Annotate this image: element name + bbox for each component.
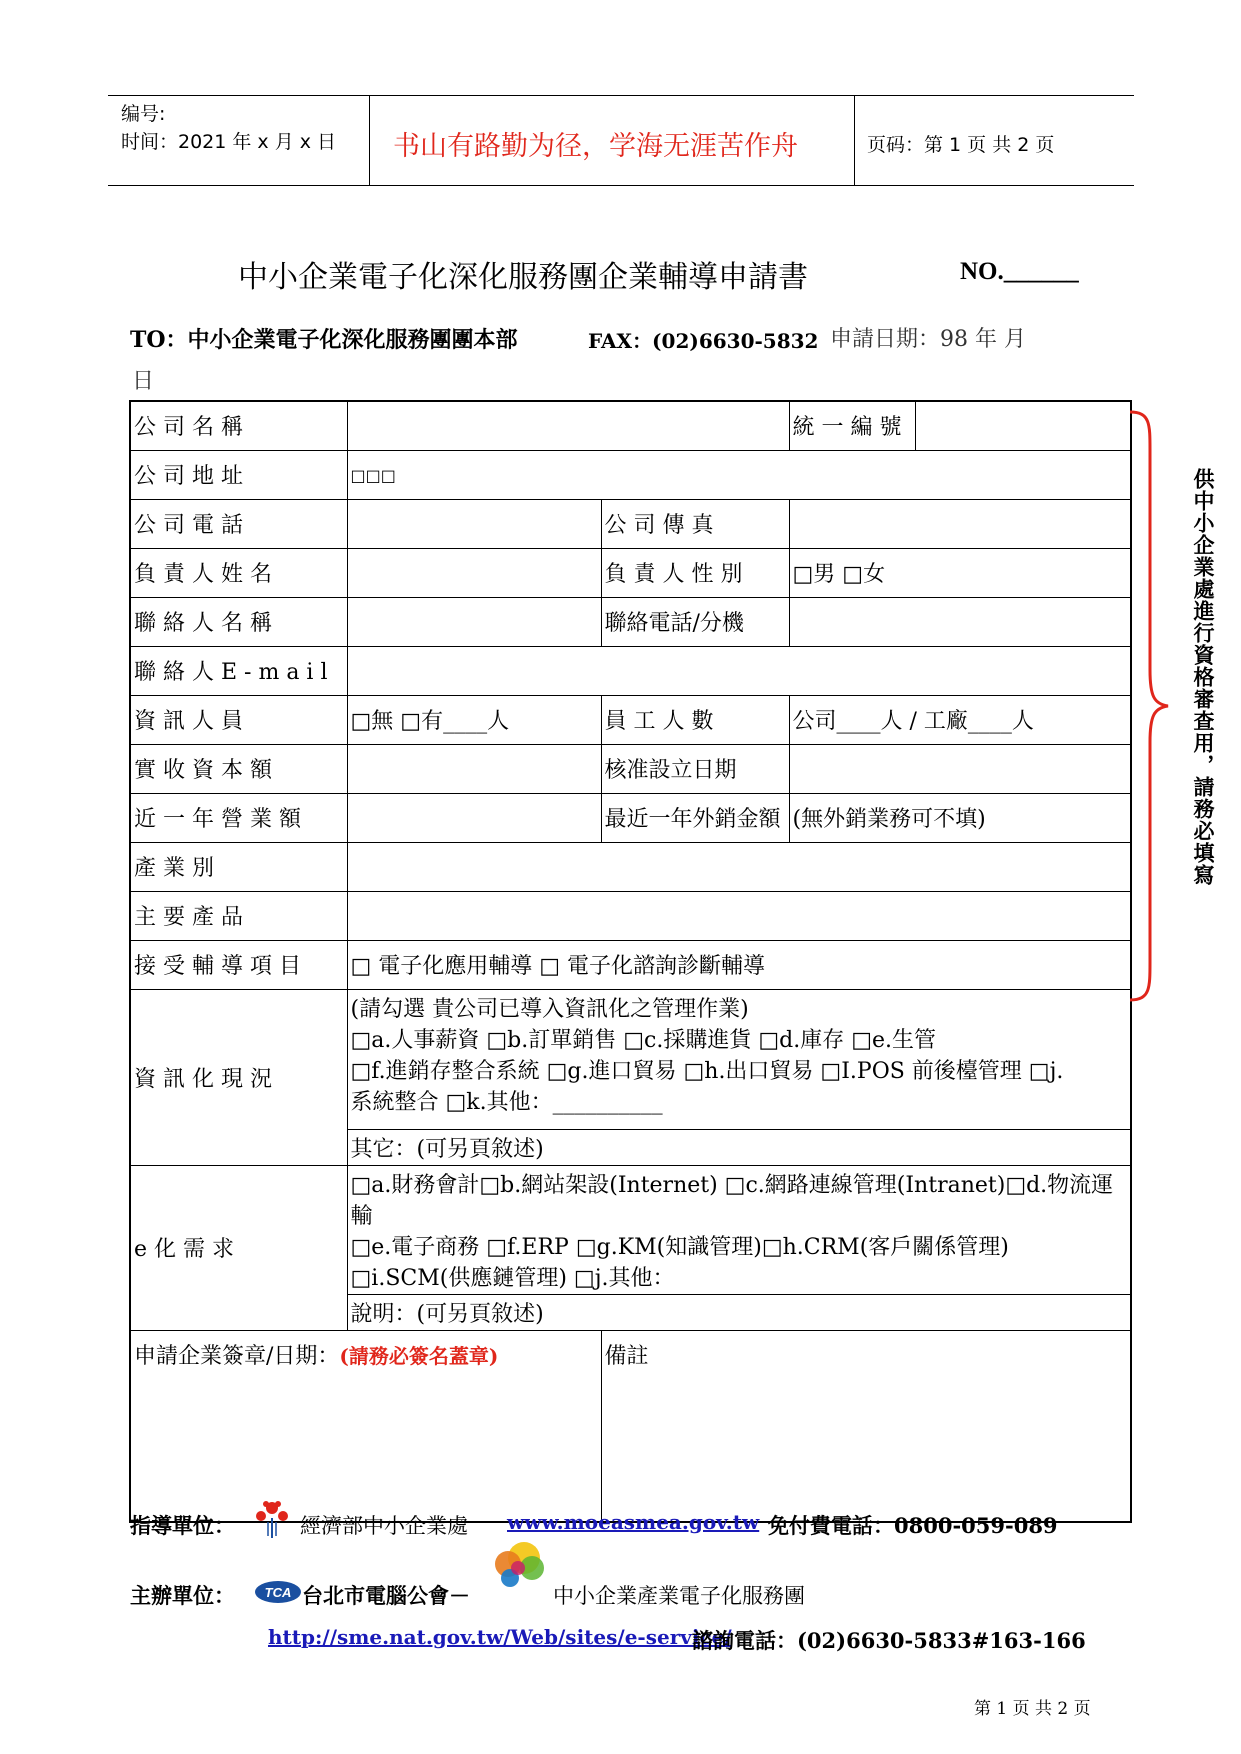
it-status-options[interactable] [347,989,1131,1129]
it-status-line[interactable]: 系統整合 □k.其他：__________ [350,1089,663,1115]
e-needs-options[interactable] [347,1165,1131,1294]
contact-name-label: 聯 絡 人 名 稱 [130,597,347,646]
capital-field[interactable] [347,744,601,793]
owner-gender-label: 負 責 人 性 別 [601,548,789,597]
contact-email-label: 聯 絡 人 E - m a i l [130,646,347,695]
industry-field[interactable] [347,842,1131,891]
employees-field[interactable]: 公司____人 / 工廠____人 [789,695,1131,744]
service-team-logo-icon [488,1538,548,1594]
guide-org: 經濟部中小企業處 [300,1514,468,1538]
table-row [130,940,1131,989]
table-row [130,646,1131,695]
it-status-label: 資 訊 化 現 況 [130,989,347,1165]
table-row [130,1330,1131,1522]
e-needs-line[interactable]: □e.電子商務 □f.ERP □g.KM(知識管理)□h.CRM(客戶關係管理) [350,1234,1009,1260]
red-brace [1128,410,1178,1002]
guide-unit-label: 指導單位： [130,1513,235,1538]
host-url-link[interactable]: http://sme.nat.gov.tw/Web/sites/e-service/ [268,1625,732,1649]
employees-label: 員 工 人 數 [601,695,789,744]
e-needs-line[interactable]: □a.財務會計□b.網站架設(Internet) □c.網路連線管理(Intranet)□d.物流運輸 [350,1172,1114,1229]
table-row [130,744,1131,793]
table-row [130,1165,1131,1294]
e-needs-note-field[interactable]: 說明：(可另頁敘述) [347,1294,1131,1330]
signature-note: (請務必簽名蓋章) [339,1343,499,1368]
tca-logo-icon [254,1580,302,1604]
guidance-options[interactable]: □ 電子化應用輔導 □ 電子化諮詢診斷輔導 [347,940,1131,989]
capital-label: 實 收 資 本 額 [130,744,347,793]
export-amount-label: 最近一年外銷金額 [601,793,789,842]
header-number-label: 编号: [121,103,166,125]
free-phone: 免付費電話：0800-059-089 [768,1513,1058,1538]
contact-email-field[interactable] [347,646,1131,695]
table-row [130,597,1131,646]
side-note: 供中小企業處進行資格審查用，請務必填寫 [1191,468,1215,886]
revenue-label: 近 一 年 營 業 額 [130,793,347,842]
it-status-line[interactable]: □a.人事薪資 □b.訂單銷售 □c.採購進貨 □d.庫存 □e.生管 [350,1027,936,1053]
svg-text:TCA: TCA [264,1585,292,1600]
header-divider [854,95,855,186]
remarks-field[interactable] [601,1330,1131,1522]
contact-name-field[interactable] [347,597,601,646]
it-status-line: (請勾選 貴公司已導入資訊化之管理作業) [350,996,749,1022]
table-row [130,989,1131,1129]
table-row [130,548,1131,597]
products-label: 主 要 產 品 [130,891,347,940]
company-fax-field[interactable] [789,499,1131,548]
e-needs-line[interactable]: □i.SCM(供應鏈管理) □j.其他： [350,1265,675,1291]
host-team: 中小企業產業電子化服務團 [553,1584,805,1608]
application-date-label: 申請日期：98 年 月 [830,327,1026,352]
table-row [130,499,1131,548]
company-phone-label: 公 司 電 話 [130,499,347,548]
application-date-day: 日 [132,369,155,394]
industry-label: 產 業 別 [130,842,347,891]
form-number-label: NO.______ [960,258,1079,285]
header-page-label: 页码：第 1 页 共 2 页 [867,134,1055,156]
host-unit-label: 主辦單位： [130,1583,235,1608]
it-status-other-field[interactable]: 其它：(可另頁敘述) [347,1129,1131,1165]
to-recipient: TO：中小企業電子化深化服務團團本部 [130,327,518,353]
table-row [130,450,1131,499]
company-phone-field[interactable] [347,499,601,548]
table-row [130,793,1131,842]
products-field[interactable] [347,891,1131,940]
header-motto: 书山有路勤为径，学海无涯苦作舟 [393,131,798,162]
table-row [130,401,1131,450]
header-bottom-rule [108,185,1134,186]
contact-phone-field[interactable] [789,597,1131,646]
approval-date-field[interactable] [789,744,1131,793]
owner-name-label: 負 責 人 姓 名 [130,548,347,597]
export-amount-field[interactable]: (無外銷業務可不填) [789,793,1131,842]
it-status-line[interactable]: □f.進銷存整合系統 □g.進口貿易 □h.出口貿易 □I.POS 前後檯管理 □j. [350,1058,1064,1084]
company-name-field[interactable] [347,401,789,450]
it-staff-options[interactable]: □無 □有____人 [347,695,601,744]
tax-id-field[interactable] [915,401,1131,450]
company-address-label: 公 司 地 址 [130,450,347,499]
to-fax: FAX：(02)6630-5832 [588,329,819,353]
revenue-field[interactable] [347,793,601,842]
e-needs-label: e 化 需 求 [130,1165,347,1330]
contact-phone-label: 聯絡電話/分機 [601,597,789,646]
tax-id-label: 統 一 編 號 [789,401,915,450]
table-row [130,695,1131,744]
owner-gender-options[interactable]: □男 □女 [789,548,1131,597]
header-divider [369,95,370,186]
header-top-rule [108,95,1134,96]
moea-logo-icon [255,1500,289,1540]
approval-date-label: 核准設立日期 [601,744,789,793]
guidance-label: 接 受 輔 導 項 目 [130,940,347,989]
owner-name-field[interactable] [347,548,601,597]
host-org: 台北市電腦公會－ [302,1583,470,1608]
company-name-label: 公 司 名 稱 [130,401,347,450]
page-number: 第 1 页 共 2 页 [974,1699,1091,1719]
consult-phone: 諮詢電話：(02)6630-5833#163-166 [692,1628,1086,1653]
table-row [130,891,1131,940]
company-fax-label: 公 司 傳 真 [601,499,789,548]
table-row [130,842,1131,891]
form-title: 中小企業電子化深化服務團企業輔導申請書 [238,260,808,295]
company-address-field[interactable]: □□□ [347,450,1131,499]
guide-url-link[interactable]: www.moeasmea.gov.tw [507,1510,760,1534]
application-form-table [129,400,1132,1523]
it-staff-label: 資 訊 人 員 [130,695,347,744]
remarks-label: 備註 [604,1343,649,1369]
signature-label: 申請企業簽章/日期： [134,1343,340,1369]
signature-field[interactable] [130,1330,601,1522]
header-time-label: 时间：2021 年 x 月 x 日 [121,131,337,153]
